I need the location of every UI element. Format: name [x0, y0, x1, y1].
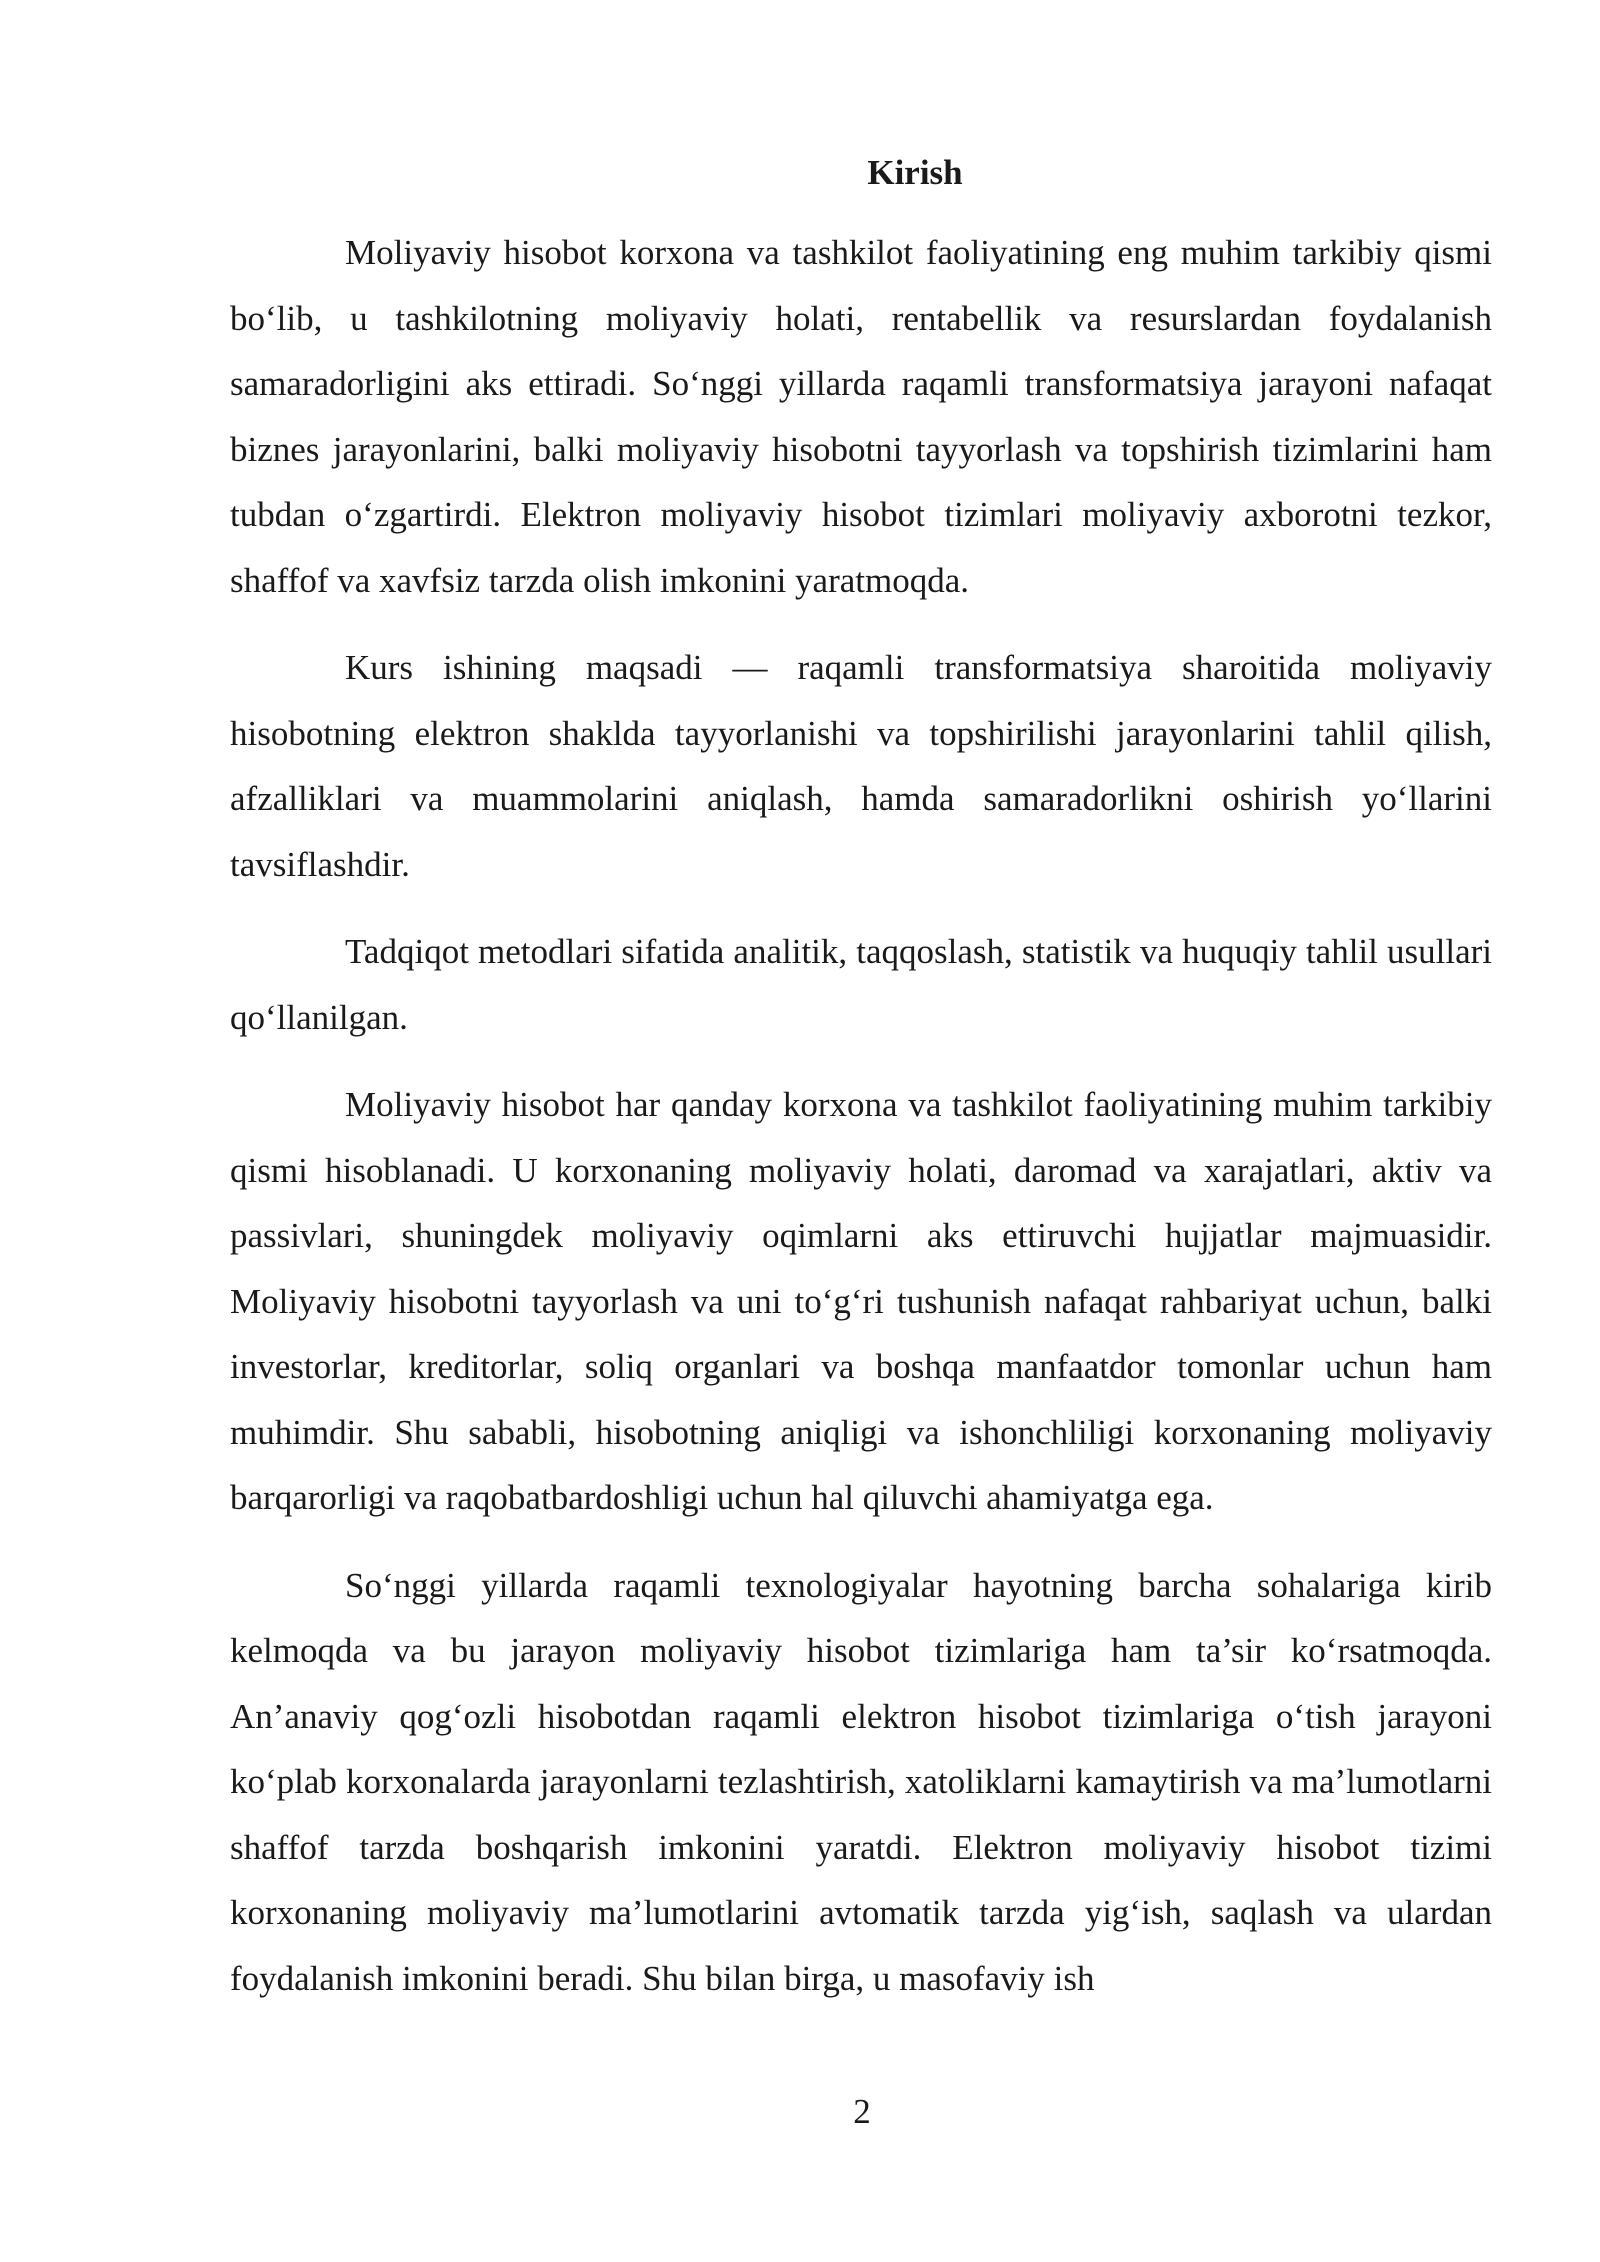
paragraph-4: Moliyaviy hisobot har qanday korxona va tashkilot faoliyatining muhim tarkibiy qismi hisoblanadi. U korxonaning moliyaviy holati, daromad va xarajatlari, aktiv va passivlari, shuningdek moliyaviy oqimlarni aks ettiruvchi hujjatlar majmuasidir. Moliyaviy hisobotni tayyorlash va uni to‘g‘ri tushunish nafaqat rahbariyat uchun, balki investorlar, kreditorlar, soliq organlari va boshqa manfaatdor tomonlar uchun ham muhimdir. Shu sababli, hisobotning aniqligi va ishonchliligi korxonaning moliyaviy barqarorligi va raqobatbardoshligi uchun hal qiluvchi ahamiyatga ega. — [230, 1085, 1492, 1517]
paragraph-5: So‘nggi yillarda raqamli texnologiyalar hayotning barcha sohalariga kirib kelmoqda va bu jarayon moliyaviy hisobot tizimlariga ham ta’sir ko‘rsatmoqda. An’anaviy qog‘ozli hisobotdan raqamli elektron hisobot tizimlariga o‘tish jarayoni ko‘plab korxonalarda jarayonlarni tezlashtirish, xatoliklarni kamaytirish va ma’lumotlarni shaffof tarzda boshqarish imkonini yaratdi. Elektron moliyaviy hisobot tizimi korxonaning moliyaviy ma’lumotlarini avtomatik tarzda yig‘ish, saqlash va ulardan foydalanish imkonini beradi. Shu bilan birga, u masofaviy ish — [230, 1565, 1492, 1998]
paragraph-2: Kurs ishining maqsadi — raqamli transformatsiya sharoitida moliyaviy hisobotning elektron shaklda tayyorlanishi va topshirilishi jarayonlarini tahlil qilish, afzalliklari va muammolarini aniqlash, hamda samaradorlikni oshirish yo‘llarini tavsiflashdir. — [230, 648, 1492, 884]
body-text — [230, 220, 1492, 2033]
page-number: 2 — [853, 2092, 871, 2131]
paragraph-1: Moliyaviy hisobot korxona va tashkilot faoliyatining eng muhim tarkibiy qismi bo‘lib, u tashkilotning moliyaviy holati, rentabellik va resurslardan foydalanish samaradorligini aks ettiradi. So‘nggi yillarda raqamli transformatsiya jarayoni nafaqat biznes jarayonlarini, balki moliyaviy hisobotni tayyorlash va topshirish tizimlarini ham tubdan o‘zgartirdi. Elektron moliyaviy hisobot tizimlari moliyaviy axborotni tezkor, shaffof va xavfsiz tarzda olish imkonini yaratmoqda. — [230, 233, 1492, 600]
section-title: Kirish — [867, 153, 963, 192]
paragraph-3: Tadqiqot metodlari sifatida analitik, taqqoslash, statistik va huquqiy tahlil usullari qo‘llanilgan. — [230, 932, 1492, 1037]
